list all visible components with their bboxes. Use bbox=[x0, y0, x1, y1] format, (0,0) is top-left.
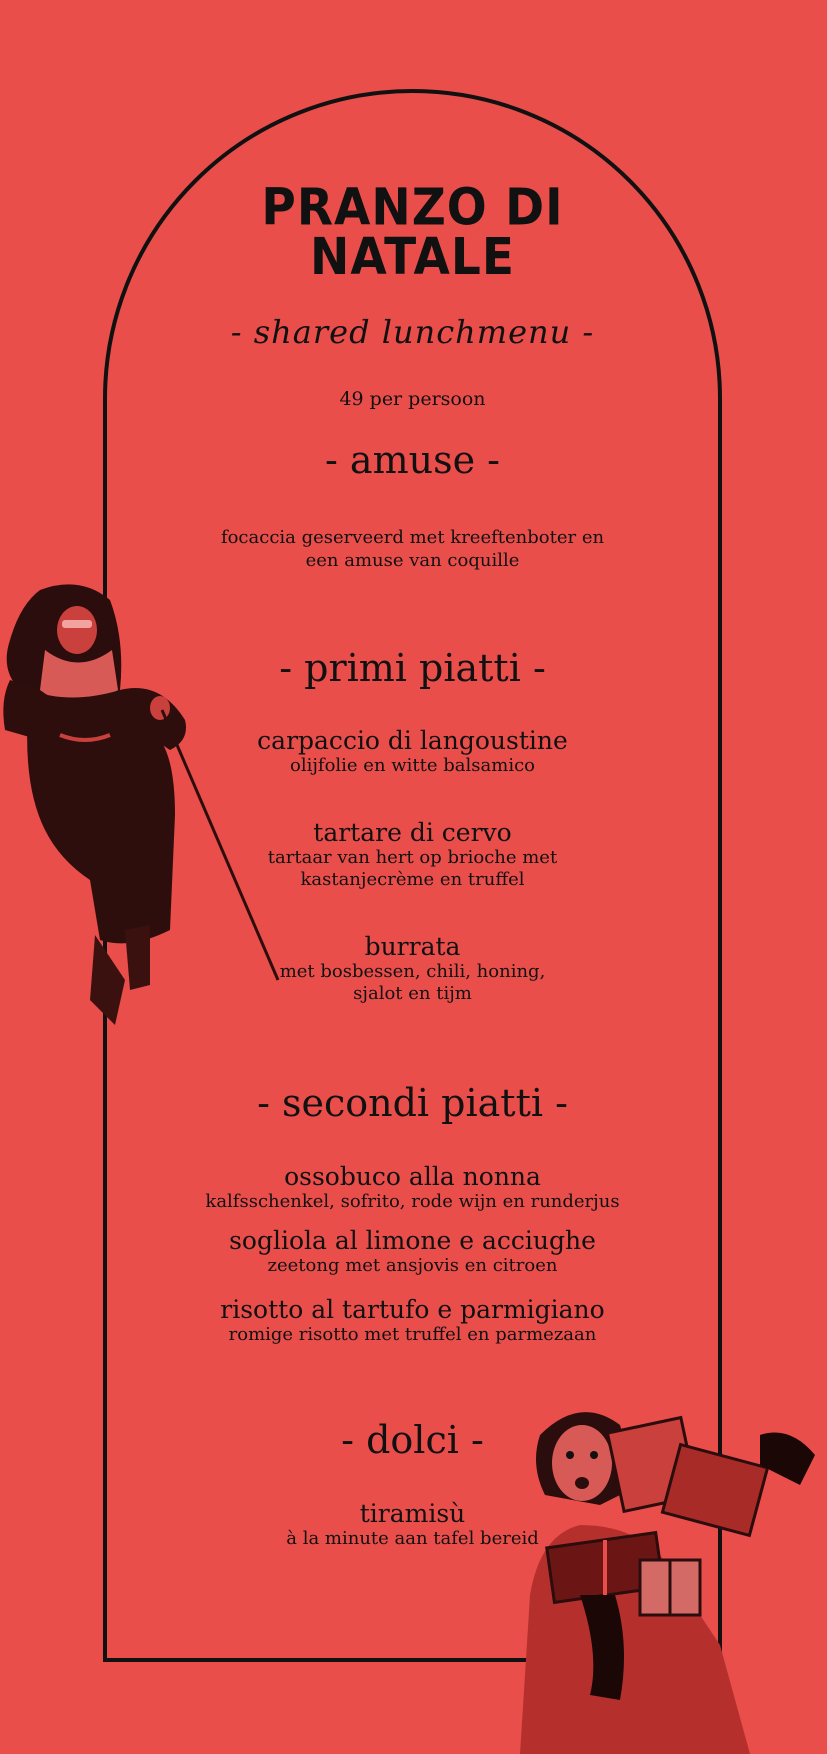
dish-item bbox=[103, 1227, 722, 1277]
amuse-description bbox=[103, 526, 722, 572]
dish-item bbox=[103, 1163, 722, 1213]
section-heading-dolci: - dolci - bbox=[341, 1418, 484, 1462]
dish-name: tiramisù bbox=[359, 1499, 466, 1528]
dish-description: tartaar van hert op brioche met bbox=[267, 847, 558, 868]
dish-name: risotto al tartufo e parmigiano bbox=[220, 1295, 605, 1324]
section-heading-primi: - primi piatti - bbox=[279, 646, 546, 690]
dish-name: tartare di cervo bbox=[313, 818, 512, 847]
dish-name: sogliola al limone e acciughe bbox=[229, 1226, 596, 1255]
amuse-line-1: focaccia geserveerd met kreeftenboter en bbox=[220, 527, 605, 548]
title-line-2: NATALE bbox=[310, 227, 515, 287]
dish-item bbox=[103, 1296, 722, 1346]
dish-description: sjalot en tijm bbox=[353, 983, 472, 1004]
dish-name: carpaccio di langoustine bbox=[257, 726, 568, 755]
skiing-nun-illustration bbox=[0, 580, 280, 1050]
dish-description: à la minute aan tafel bereid bbox=[286, 1528, 539, 1549]
dish-description: zeetong met ansjovis en citroen bbox=[267, 1255, 558, 1276]
menu-subtitle: - shared lunchmenu - bbox=[230, 313, 595, 351]
section-heading-secondi: - secondi piatti - bbox=[257, 1081, 568, 1125]
dish-name: ossobuco alla nonna bbox=[284, 1162, 541, 1191]
dish-description: romige risotto met truffel en parmezaan bbox=[228, 1324, 597, 1345]
title-line-1: PRANZO DI bbox=[261, 177, 564, 238]
dish-description: kastanjecrème en truffel bbox=[300, 869, 525, 890]
amuse-line-2: een amuse van coquille bbox=[305, 550, 520, 571]
menu-price: 49 per persoon bbox=[339, 388, 486, 410]
menu-title bbox=[103, 177, 722, 287]
dish-name: burrata bbox=[364, 932, 461, 961]
woman-with-gifts-illustration bbox=[520, 1395, 827, 1754]
section-heading-amuse: - amuse - bbox=[325, 438, 500, 482]
dish-description: kalfsschenkel, sofrito, rode wijn en runderjus bbox=[205, 1191, 620, 1212]
dish-description: met bosbessen, chili, honing, bbox=[279, 961, 546, 982]
dish-description: olijfolie en witte balsamico bbox=[289, 755, 535, 776]
